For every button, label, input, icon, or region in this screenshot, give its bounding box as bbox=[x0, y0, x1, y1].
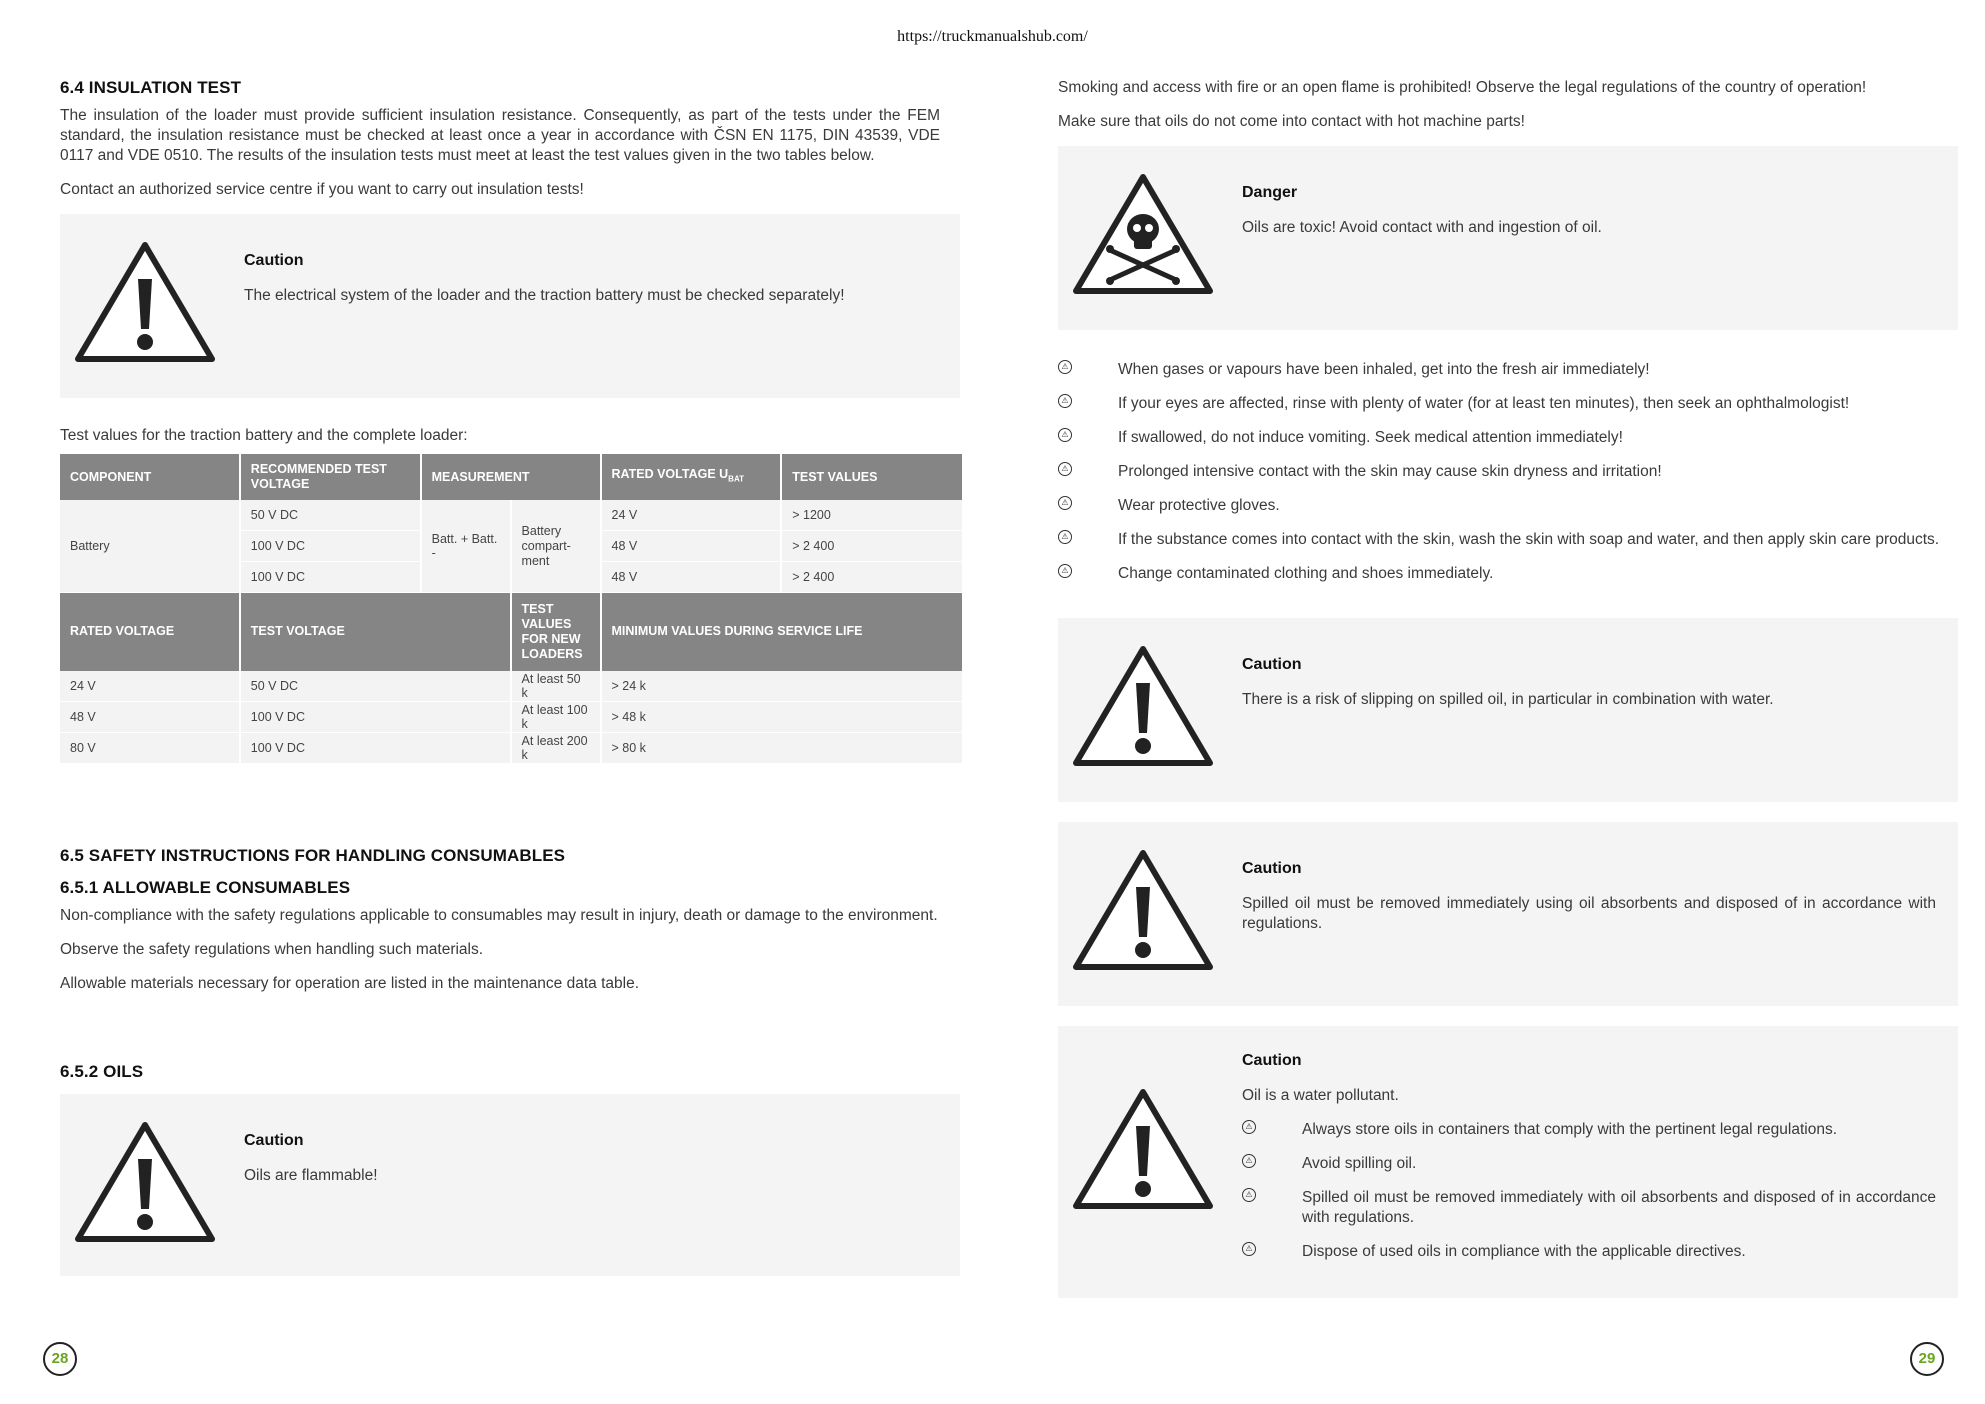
list-item: ⚠ Avoid spilling oil. bbox=[1242, 1154, 1936, 1174]
bullet-icon: ⚠ bbox=[1058, 428, 1072, 442]
caution-warning-icon bbox=[1070, 847, 1216, 975]
section-title-consumables: 6.5 SAFETY INSTRUCTIONS FOR HANDLING CONSUMABLES bbox=[60, 845, 566, 865]
consumables-paragraph-3: Allowable materials necessary for operation are listed in the maintenance data table. bbox=[60, 974, 639, 992]
right-page bbox=[1058, 78, 1958, 1298]
caution-warning-icon bbox=[72, 1119, 218, 1247]
caution-warning-icon bbox=[72, 239, 218, 367]
cell: 80 V bbox=[60, 732, 240, 763]
cell-measurement-1: Batt. + Batt. - bbox=[421, 500, 511, 593]
list-item: ⚠ Prolonged intensive contact with the skin may cause skin dryness and irritation! bbox=[1058, 462, 1958, 482]
table-row bbox=[60, 671, 963, 702]
bullet-icon: ⚠ bbox=[1242, 1188, 1256, 1202]
list-item: ⚠ Wear protective gloves. bbox=[1058, 496, 1958, 516]
left-page bbox=[60, 78, 960, 1276]
smoking-paragraph: Smoking and access with fire or an open flame is prohibited! Observe the legal regulations of the country of operation! bbox=[1058, 79, 1867, 96]
caution-text: The electrical system of the loader and the traction battery must be checked separately! bbox=[244, 287, 845, 304]
test-values-table bbox=[60, 454, 964, 764]
col-header-measurement: MEASUREMENT bbox=[421, 454, 601, 500]
skull-crossbones-icon bbox=[1070, 171, 1216, 299]
col-header-test-voltage: TEST VOLTAGE bbox=[240, 593, 511, 671]
caution-title: Caution bbox=[244, 252, 304, 269]
table-row bbox=[60, 701, 963, 732]
list-item: ⚠ If swallowed, do not induce vomiting. Seek medical attention immediately! bbox=[1058, 428, 1958, 448]
insulation-contact-paragraph: Contact an authorized service centre if you want to carry out insulation tests! bbox=[60, 181, 584, 198]
header-url[interactable]: https://truckmanualshub.com/ bbox=[897, 28, 1088, 45]
danger-box-toxic bbox=[1058, 146, 1958, 330]
cell: 24 V bbox=[601, 500, 782, 531]
cell: 100 V DC bbox=[240, 732, 511, 763]
caution-warning-icon bbox=[1070, 643, 1216, 771]
table-row bbox=[60, 500, 963, 531]
cell: At least 200 k bbox=[511, 732, 601, 763]
consumables-paragraph-1: Non-compliance with the safety regulations applicable to consumables may result in injury, death or damage to the environment. bbox=[60, 906, 938, 924]
col-header-new-loaders: TEST VALUES FOR NEW LOADERS bbox=[511, 593, 601, 671]
danger-text: Oils are toxic! Avoid contact with and ingestion of oil. bbox=[1242, 219, 1602, 236]
cell: 50 V DC bbox=[240, 671, 511, 702]
caution-box-water-pollutant bbox=[1058, 1026, 1958, 1298]
bullet-icon: ⚠ bbox=[1242, 1242, 1256, 1256]
first-aid-list bbox=[1058, 360, 1958, 584]
consumables-paragraph-2: Observe the safety regulations when handling such materials. bbox=[60, 940, 484, 958]
cell-measurement-2: Battery compart-ment bbox=[511, 500, 601, 593]
caution-text: Oil is a water pollutant. bbox=[1242, 1087, 1399, 1104]
col-header-rated-voltage-2: RATED VOLTAGE bbox=[60, 593, 240, 671]
cell: 48 V bbox=[601, 562, 782, 593]
cell: > 24 k bbox=[601, 671, 964, 702]
cell: 100 V DC bbox=[240, 701, 511, 732]
section-title-oils: 6.5.2 OILS bbox=[60, 1061, 144, 1081]
caution-box-electrical bbox=[60, 214, 960, 398]
bullet-icon: ⚠ bbox=[1058, 462, 1072, 476]
list-item: ⚠ When gases or vapours have been inhaled, get into the fresh air immediately! bbox=[1058, 360, 1958, 380]
bullet-icon: ⚠ bbox=[1058, 496, 1072, 510]
cell: At least 50 k bbox=[511, 671, 601, 702]
caution-title: Caution bbox=[1242, 1052, 1302, 1069]
cell: 100 V DC bbox=[240, 562, 421, 593]
cell: 50 V DC bbox=[240, 500, 421, 531]
caution-box-slipping bbox=[1058, 618, 1958, 802]
caution-title: Caution bbox=[1242, 656, 1302, 673]
list-item: ⚠ Dispose of used oils in compliance with the applicable directives. bbox=[1242, 1242, 1936, 1262]
cell: > 2 400 bbox=[781, 531, 963, 562]
list-item: ⚠ If the substance comes into contact with the skin, wash the skin with soap and water, and then apply skin care products. bbox=[1058, 530, 1958, 550]
insulation-paragraph: The insulation of the loader must provide sufficient insulation resistance. Consequently, as part of the tests under the FEM standard, the insulation resistance must be checked at least once a year in accordance with ČSN EN 1175, DIN 43539, VDE 0117 and VDE 0510. The results of the insulation tests must meet at least the test values given in the two tables below. bbox=[60, 107, 940, 164]
bullet-icon: ⚠ bbox=[1058, 394, 1072, 408]
bullet-icon: ⚠ bbox=[1242, 1120, 1256, 1134]
table-intro: Test values for the traction battery and the complete loader: bbox=[60, 427, 468, 444]
cell: > 1200 bbox=[781, 500, 963, 531]
caution-text: Spilled oil must be removed immediately using oil absorbents and disposed of in accordance with regulations. bbox=[1242, 895, 1936, 932]
col-header-rated-voltage: RATED VOLTAGE $U_{BAT}$ bbox=[601, 454, 782, 500]
section-title-insulation-test: 6.4 INSULATION TEST bbox=[60, 78, 242, 97]
caution-box-spilled-oil bbox=[1058, 822, 1958, 1006]
bullet-icon: ⚠ bbox=[1058, 360, 1072, 374]
list-item: ⚠ If your eyes are affected, rinse with plenty of water (for at least ten minutes), then seek an ophthalmologist! bbox=[1058, 394, 1958, 414]
col-header-component: COMPONENT bbox=[60, 454, 240, 500]
cell: > 48 k bbox=[601, 701, 964, 732]
caution-box-flammable bbox=[60, 1094, 960, 1276]
cell-component: Battery bbox=[60, 500, 240, 593]
cell: > 80 k bbox=[601, 732, 964, 763]
cell: 48 V bbox=[601, 531, 782, 562]
bullet-icon: ⚠ bbox=[1242, 1154, 1256, 1168]
caution-text: There is a risk of slipping on spilled oil, in particular in combination with water. bbox=[1242, 691, 1774, 708]
list-item: ⚠ Always store oils in containers that comply with the pertinent legal regulations. bbox=[1242, 1120, 1936, 1140]
list-item: ⚠ Spilled oil must be removed immediately with oil absorbents and disposed of in accordance with regulations. bbox=[1242, 1188, 1936, 1228]
page-number-right: 29 bbox=[1910, 1342, 1944, 1376]
page-number-left: 28 bbox=[43, 1342, 77, 1376]
bullet-icon: ⚠ bbox=[1058, 564, 1072, 578]
col-header-minimum-values: MINIMUM VALUES DURING SERVICE LIFE bbox=[601, 593, 964, 671]
caution-text: Oils are flammable! bbox=[244, 1166, 378, 1184]
cell: > 2 400 bbox=[781, 562, 963, 593]
cell: 24 V bbox=[60, 671, 240, 702]
danger-title: Danger bbox=[1242, 184, 1298, 201]
bullet-icon: ⚠ bbox=[1058, 530, 1072, 544]
cell: 100 V DC bbox=[240, 531, 421, 562]
cell: At least 100 k bbox=[511, 701, 601, 732]
col-header-recommended: RECOMMENDED TEST VOLTAGE bbox=[240, 454, 421, 500]
caution-title: Caution bbox=[244, 1131, 304, 1149]
list-item: ⚠ Change contaminated clothing and shoes immediately. bbox=[1058, 564, 1958, 584]
col-header-test-values: TEST VALUES bbox=[781, 454, 963, 500]
caution-title: Caution bbox=[1242, 860, 1302, 877]
caution-warning-icon bbox=[1070, 1086, 1216, 1214]
cell: 48 V bbox=[60, 701, 240, 732]
section-title-allowable-consumables: 6.5.1 ALLOWABLE CONSUMABLES bbox=[60, 877, 351, 897]
hot-parts-paragraph: Make sure that oils do not come into contact with hot machine parts! bbox=[1058, 113, 1525, 130]
table-row bbox=[60, 732, 963, 763]
oil-storage-list bbox=[1242, 1120, 1936, 1276]
